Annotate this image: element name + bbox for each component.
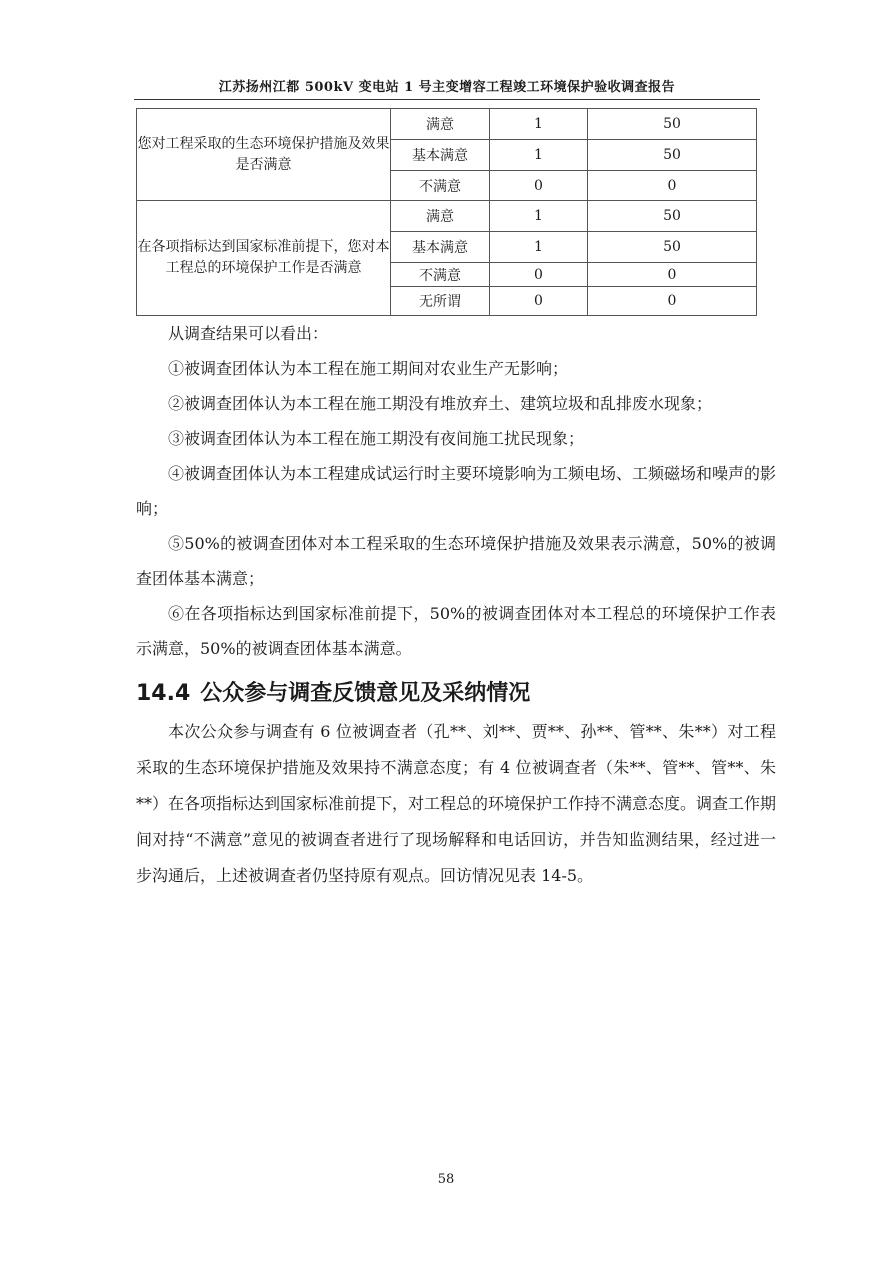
section-heading: [136, 676, 530, 707]
option-cell: 基本满意: [391, 232, 490, 263]
percent-cell: 50: [588, 201, 757, 232]
finding-item-1: ①被调查团体认为本工程在施工期间对农业生产无影响；: [168, 359, 569, 378]
count-cell: 1: [490, 140, 588, 171]
percent-cell: 50: [588, 140, 757, 171]
option-cell: 不满意: [391, 171, 490, 201]
finding-item-3: ③被调查团体认为本工程在施工期没有夜间施工扰民现象；: [168, 429, 585, 448]
count-cell: 0: [490, 263, 588, 287]
page-number: 58: [437, 1172, 455, 1187]
finding-item-4: ④被调查团体认为本工程建成试运行时主要环境影响为工频电场、工频磁场和噪声的影响；: [136, 464, 777, 518]
percent-cell: 50: [588, 109, 757, 140]
question-cell: 您对工程采取的生态环境保护措施及效果是否满意: [137, 109, 391, 201]
count-cell: 1: [490, 201, 588, 232]
option-cell: 满意: [391, 109, 490, 140]
count-cell: 0: [490, 171, 588, 201]
option-cell: 不满意: [391, 263, 490, 287]
option-cell: 无所谓: [391, 287, 490, 316]
section-number: 14.4: [136, 681, 191, 706]
option-cell: 满意: [391, 201, 490, 232]
report-header: 江苏扬州江都 500kV 变电站 1 号主变增容工程竣工环境保护验收调查报告: [218, 80, 676, 95]
count-cell: 1: [490, 232, 588, 263]
table-row: [137, 201, 757, 232]
question-cell: 在各项指标达到国家标准前提下，您对本工程总的环境保护工作是否满意: [137, 201, 391, 316]
count-cell: 1: [490, 109, 588, 140]
finding-item-5: ⑤50%的被调查团体对本工程采取的生态环境保护措施及效果表示满意，50%的被调查团体基本满意；: [136, 534, 776, 588]
finding-item-2: ②被调查团体认为本工程在施工期没有堆放弃土、建筑垃圾和乱排废水现象；: [168, 394, 713, 413]
percent-cell: 0: [588, 263, 757, 287]
table-row: [137, 109, 757, 140]
percent-cell: 0: [588, 171, 757, 201]
section-body: 本次公众参与调查有 6 位被调查者（孔**、刘**、贾**、孙**、管**、朱**）对工程采取的生态环境保护措施及效果持不满意态度；有 4 位被调查者（朱**、管**、管**、朱**）在各项指标达到国家标准前提下，对工程总的环境保护工作持不满意态度。调查工作期间对持“不满意”意见的被调查者进行了现场解释和电话回访，并告知监测结果，经过进一步沟通后，上述被调查者仍坚持原有观点。回访情况见表 14-5。: [136, 722, 777, 885]
count-cell: 0: [490, 287, 588, 316]
findings-intro: 从调查结果可以看出：: [168, 324, 329, 343]
section-title: 公众参与调查反馈意见及采纳情况: [200, 681, 531, 706]
finding-item-6: ⑥在各项指标达到国家标准前提下，50%的被调查团体对本工程总的环境保护工作表示满意，50%的被调查团体基本满意。: [136, 604, 776, 658]
percent-cell: 50: [588, 232, 757, 263]
header-divider: [134, 99, 760, 100]
percent-cell: 0: [588, 287, 757, 316]
survey-results-table: [136, 108, 757, 316]
option-cell: 基本满意: [391, 140, 490, 171]
